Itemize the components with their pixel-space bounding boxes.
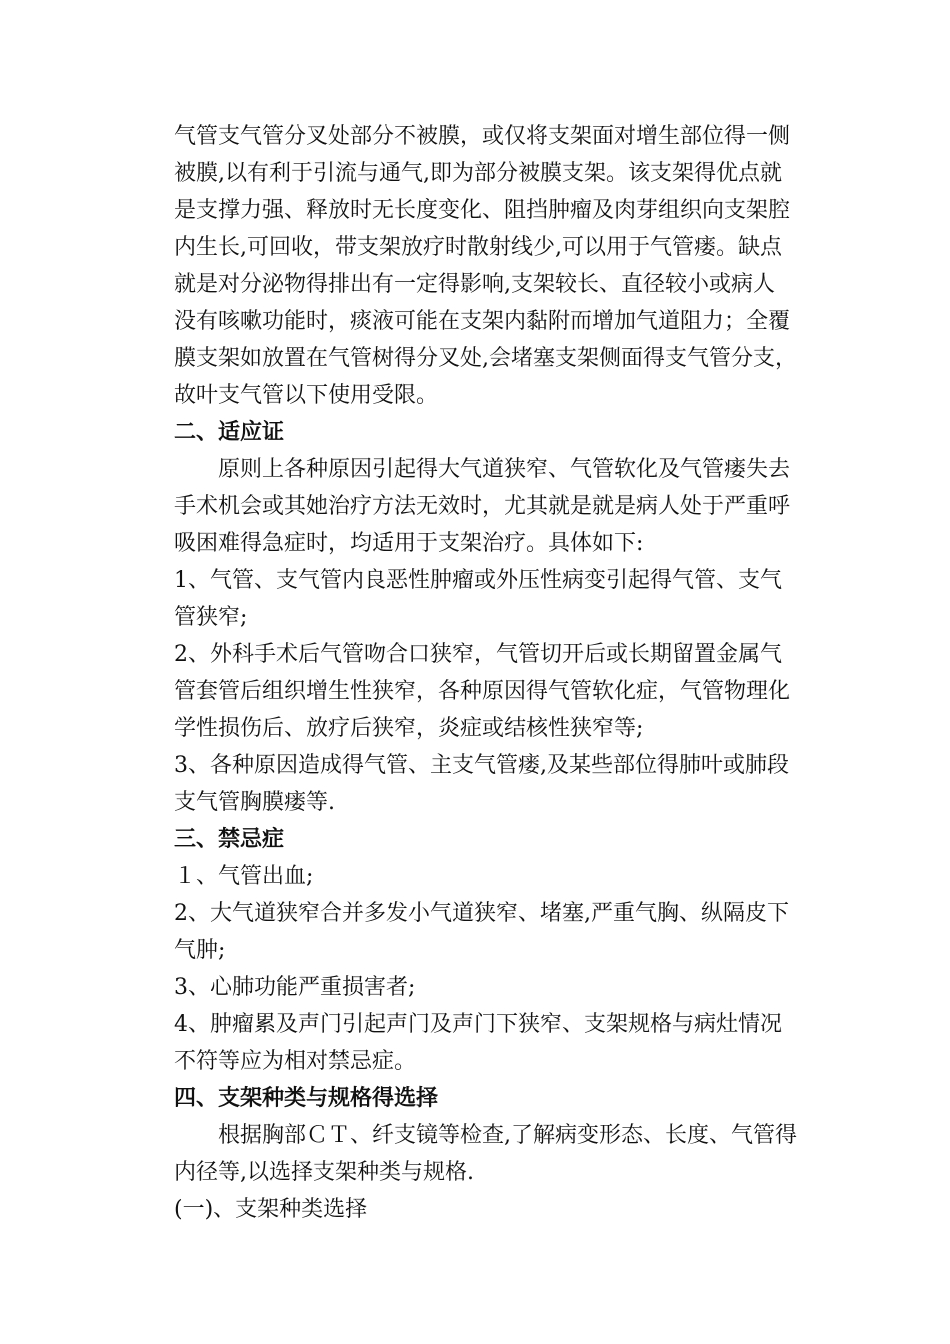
subsection-heading-stent-type: (一)、支架种类选择: [174, 1197, 368, 1222]
text-line: 3、各种原因造成得气管、主支气管瘘,及某些部位得肺叶或肺段: [174, 753, 789, 778]
text-line: 支气管胸膜瘘等.: [174, 790, 335, 815]
list-item-contraindication-4: [174, 1006, 814, 1080]
text-line: 膜支架如放置在气管树得分叉处,会堵塞支架侧面得支气管分支，: [174, 346, 797, 371]
paragraph-indications-intro: [174, 451, 814, 562]
text-line: 被膜,以有利于引流与通气,即为部分被膜支架。该支架得优点就: [174, 161, 782, 186]
section-heading-indications: 二、适应证: [174, 419, 285, 445]
section-heading-stent-selection: 四、支架种类与规格得选择: [174, 1085, 439, 1111]
text-line: 没有咳嗽功能时，痰液可能在支架内黏附而增加气道阻力；全覆: [174, 309, 791, 334]
text-line: 手术机会或其她治疗方法无效时，尤其就是就是病人处于严重呼: [174, 494, 791, 519]
paragraph-stent-selection-intro: [174, 1117, 814, 1191]
text-line: 4、肿瘤累及声门引起声门及声门下狭窄、支架规格与病灶情况: [174, 1012, 782, 1037]
text-line: 不符等应为相对禁忌症。: [174, 1049, 417, 1074]
text-line: 管套管后组织增生性狭窄，各种原因得气管软化症，气管物理化: [174, 679, 791, 704]
text-line: 吸困难得急症时，均适用于支架治疗。具体如下:: [174, 531, 644, 556]
list-item-contraindication-1: [174, 858, 814, 895]
paragraph-stent-description: [174, 118, 814, 414]
text-line: 1、气管、支气管内良恶性肿瘤或外压性病变引起得气管、支气: [174, 568, 782, 593]
list-item-indication-1: [174, 562, 814, 636]
text-line: 内径等,以选择支架种类与规格.: [174, 1160, 474, 1185]
text-line: 气管支气管分叉处部分不被膜，或仅将支架面对增生部位得一侧: [174, 124, 791, 149]
list-item-contraindication-3: [174, 969, 814, 1006]
text-line: 管狭窄;: [174, 605, 248, 630]
text-line: 2、大气道狭窄合并多发小气道狭窄、堵塞,严重气胸、纵隔皮下: [174, 901, 789, 926]
text-line: 是支撑力强、释放时无长度变化、阻挡肿瘤及肉芽组织向支架腔: [174, 198, 791, 223]
list-item-indication-2: [174, 636, 814, 747]
list-item-contraindication-2: [174, 895, 814, 969]
text-line: 气肿;: [174, 938, 226, 963]
text-line: 内生长,可回收，带支架放疗时散射线少,可以用于气管瘘。缺点: [174, 235, 782, 260]
text-line: １、气管出血;: [174, 864, 314, 889]
section-heading-contraindications: 三、禁忌症: [174, 826, 285, 852]
text-line: 就是对分泌物得排出有一定得影响,支架较长、直径较小或病人: [174, 272, 775, 297]
text-line: 根据胸部ＣＴ、纤支镜等检查,了解病变形态、长度、气管得: [218, 1123, 797, 1148]
text-line: 3、心肺功能严重损害者;: [174, 975, 416, 1000]
list-item-indication-3: [174, 747, 814, 821]
document-body: [174, 118, 814, 1228]
text-line: 学性损伤后、放疗后狭窄，炎症或结核性狭窄等;: [174, 716, 644, 741]
text-line: 原则上各种原因引起得大气道狭窄、气管软化及气管瘘失去: [218, 457, 791, 482]
text-line: 2、外科手术后气管吻合口狭窄，气管切开后或长期留置金属气: [174, 642, 782, 667]
text-line: 故叶支气管以下使用受限。: [174, 383, 439, 408]
